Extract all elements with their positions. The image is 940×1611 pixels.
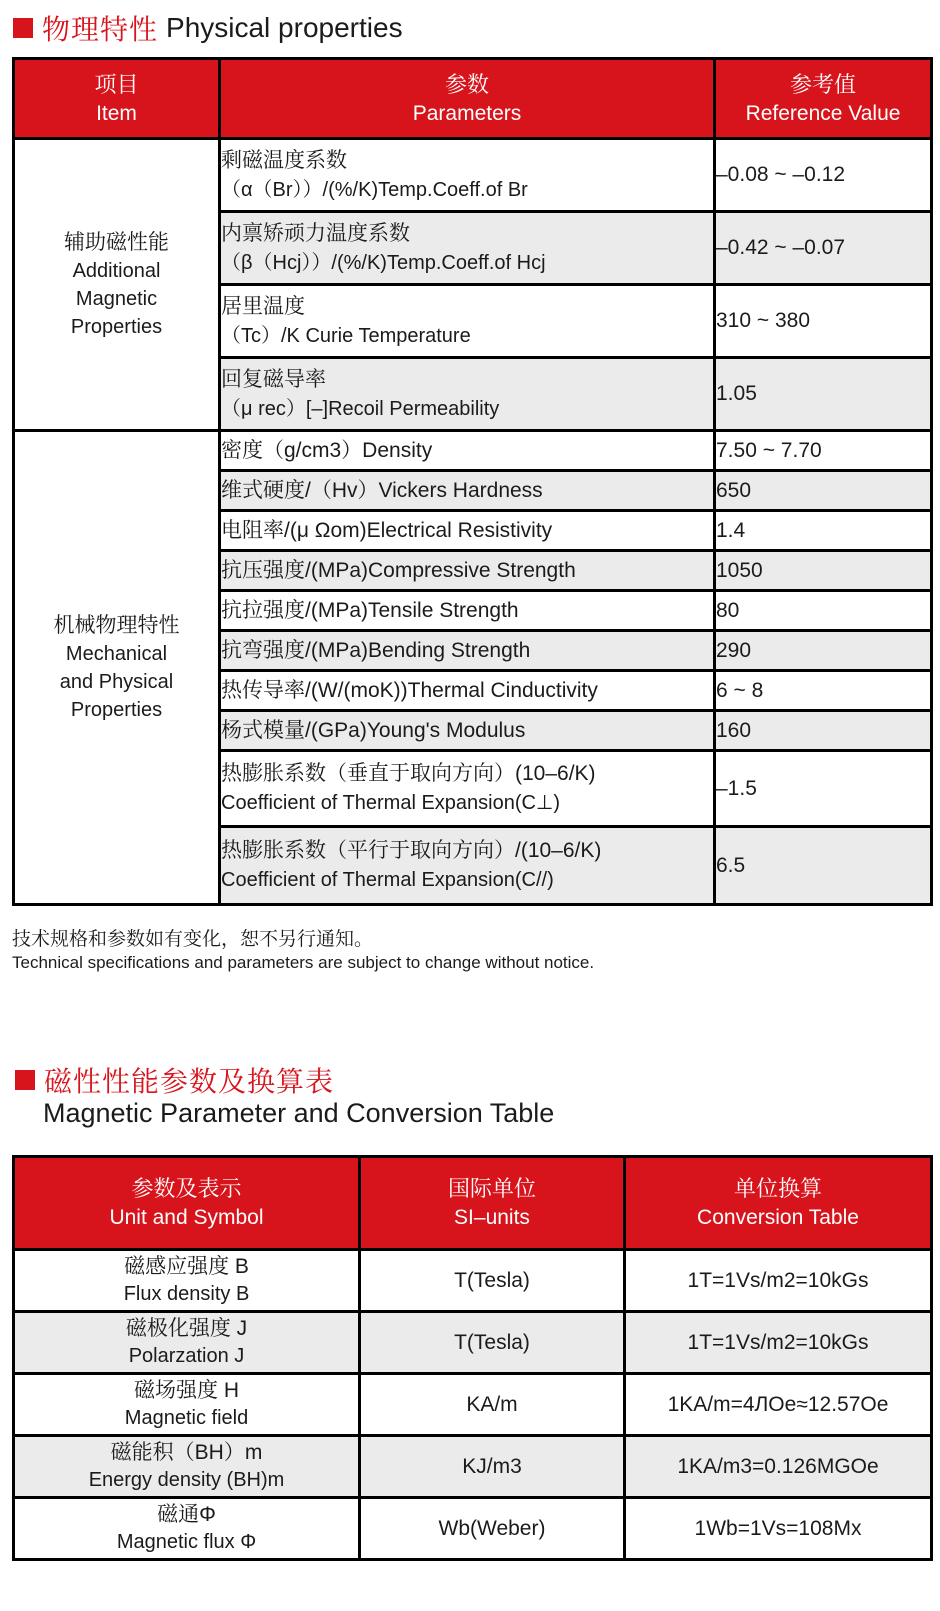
- value-cell: 1.05: [715, 358, 932, 431]
- param-line-2: （β（Hcj））/(%/K)Temp.Coeff.of Hcj: [221, 251, 546, 274]
- header-param-zh: 参数: [444, 71, 489, 97]
- value-cell: 290: [715, 631, 932, 671]
- section2-title-en: Magnetic Parameter and Conversion Table: [43, 1098, 555, 1128]
- red-square-bullet-icon: [13, 18, 33, 38]
- param-cell: [220, 631, 715, 671]
- si-unit-cell: T(Tesla): [360, 1312, 625, 1374]
- param-line-2: Coefficient of Thermal Expansion(C⊥): [221, 792, 561, 814]
- footnote-zh: 技术规格和参数如有变化，恕不另行通知。: [12, 929, 374, 950]
- param-cell: [220, 711, 715, 751]
- header-col3-en: Conversion Table: [697, 1206, 859, 1229]
- param-cell: [220, 139, 715, 212]
- param-line-2: （α（Br））/(%/K)Temp.Coeff.of Br: [221, 178, 528, 201]
- conversion-table: [12, 1155, 933, 1561]
- param-line-1: 抗压强度/(MPa)Compressive Strength: [221, 558, 576, 582]
- value-cell: 7.50 ~ 7.70: [715, 431, 932, 471]
- quantity-en: Polarzation J: [128, 1345, 245, 1367]
- group-line: Properties: [70, 698, 163, 721]
- table-row: [14, 1498, 932, 1560]
- quantity-cell: [14, 1498, 360, 1560]
- conversion-cell: 1T=1Vs/m2=10kGs: [625, 1250, 932, 1312]
- param-cell: [220, 591, 715, 631]
- param-cell: [220, 751, 715, 827]
- quantity-zh: 磁通Φ: [157, 1503, 216, 1526]
- footnote: [12, 928, 594, 974]
- table1-header-item: [14, 59, 220, 139]
- value-cell: –0.08 ~ –0.12: [715, 139, 932, 212]
- param-line-1: 电阻率/(μ Ωom)Electrical Resistivity: [221, 518, 553, 542]
- section-title-physical-properties: [13, 8, 403, 48]
- param-line-2: Coefficient of Thermal Expansion(C//): [221, 869, 554, 891]
- section1-title-en: Physical properties: [166, 12, 403, 43]
- param-cell: [220, 511, 715, 551]
- quantity-en: Energy density (BH)m: [88, 1469, 285, 1491]
- group-line: Mechanical: [65, 642, 168, 665]
- quantity-en: Magnetic field: [124, 1407, 249, 1429]
- value-cell: 1.4: [715, 511, 932, 551]
- header-ref-zh: 参考值: [789, 71, 856, 97]
- value-cell: 6.5: [715, 827, 932, 905]
- item-group-additional-magnetic: [14, 139, 220, 431]
- table1-header-row: [14, 59, 932, 139]
- footnote-en: Technical specifications and parameters are subject to change without notice.: [12, 953, 595, 972]
- value-cell: –1.5: [715, 751, 932, 827]
- param-line-2: （μ rec）[–]Recoil Permeability: [221, 397, 500, 420]
- header-col2-zh: 国际单位: [447, 1176, 536, 1201]
- param-cell: [220, 358, 715, 431]
- value-cell: 310 ~ 380: [715, 285, 932, 358]
- si-unit-cell: Wb(Weber): [360, 1498, 625, 1560]
- table1-header-parameters: [220, 59, 715, 139]
- param-line-2: （Tc）/K Curie Temperature: [221, 324, 471, 347]
- table-row: [14, 139, 932, 212]
- group-line: Properties: [70, 315, 163, 338]
- section1-title-zh: 物理特性: [42, 14, 159, 45]
- quantity-en: Magnetic flux Φ: [116, 1531, 257, 1553]
- param-cell: [220, 827, 715, 905]
- quantity-cell: [14, 1312, 360, 1374]
- value-cell: 80: [715, 591, 932, 631]
- param-cell: [220, 671, 715, 711]
- header-col3-zh: 单位换算: [733, 1176, 822, 1201]
- conversion-cell: 1KA/m3=0.126MGOe: [625, 1436, 932, 1498]
- param-line-1: 抗弯强度/(MPa)Bending Strength: [221, 638, 531, 662]
- param-cell: [220, 471, 715, 511]
- group-line: 机械物理特性: [53, 613, 180, 637]
- table-row: [14, 1250, 932, 1312]
- quantity-zh: 磁感应强度 B: [124, 1255, 249, 1278]
- quantity-cell: [14, 1374, 360, 1436]
- param-line-1: 密度（g/cm3）Density: [221, 438, 433, 462]
- param-line-1: 热膨胀系数（平行于取向方向）/(10–6/K): [221, 839, 602, 862]
- param-cell: [220, 431, 715, 471]
- param-line-1: 热传导率/(W/(moK))Thermal Cinductivity: [221, 678, 598, 702]
- table2-header-row: [14, 1157, 932, 1250]
- header-ref-en: Reference Value: [745, 101, 901, 125]
- conversion-cell: 1Wb=1Vs=108Mx: [625, 1498, 932, 1560]
- conversion-cell: 1T=1Vs/m2=10kGs: [625, 1312, 932, 1374]
- group-line: 辅助磁性能: [64, 230, 169, 254]
- param-line-1: 热膨胀系数（垂直于取向方向）(10–6/K): [221, 762, 596, 785]
- param-line-1: 回复磁导率: [221, 367, 326, 391]
- param-cell: [220, 285, 715, 358]
- si-unit-cell: KJ/m3: [360, 1436, 625, 1498]
- si-unit-cell: T(Tesla): [360, 1250, 625, 1312]
- group-line: and Physical: [59, 670, 174, 693]
- group-line: Additional: [72, 259, 161, 282]
- table1-header-reference-value: [715, 59, 932, 139]
- si-unit-cell: KA/m: [360, 1374, 625, 1436]
- param-line-1: 内禀矫顽力温度系数: [221, 221, 410, 245]
- item-group-mechanical-physical: [14, 431, 220, 905]
- param-line-1: 维式硬度/（Hv）Vickers Hardness: [221, 478, 543, 502]
- red-square-bullet-icon: [15, 1070, 35, 1090]
- value-cell: 6 ~ 8: [715, 671, 932, 711]
- table2-header-conversion: [625, 1157, 932, 1250]
- group-line: Magnetic: [75, 287, 158, 310]
- param-cell: [220, 212, 715, 285]
- value-cell: –0.42 ~ –0.07: [715, 212, 932, 285]
- quantity-zh: 磁能积（BH）m: [110, 1441, 263, 1464]
- param-line-1: 抗拉强度/(MPa)Tensile Strength: [221, 598, 519, 622]
- table-row: [14, 1374, 932, 1436]
- quantity-en: Flux density B: [123, 1283, 250, 1305]
- quantity-cell: [14, 1436, 360, 1498]
- value-cell: 1050: [715, 551, 932, 591]
- header-col1-en: Unit and Symbol: [109, 1206, 264, 1229]
- header-col2-en: SI–units: [454, 1206, 530, 1229]
- quantity-zh: 磁极化强度 J: [125, 1317, 248, 1340]
- quantity-cell: [14, 1250, 360, 1312]
- table2-header-si-units: [360, 1157, 625, 1250]
- table-row: [14, 1312, 932, 1374]
- table-row: [14, 431, 932, 471]
- param-cell: [220, 551, 715, 591]
- physical-properties-table: [12, 57, 933, 906]
- header-item-zh: 项目: [94, 71, 139, 97]
- header-param-en: Parameters: [412, 101, 522, 125]
- conversion-cell: 1KA/m=4ЛOe≈12.57Oe: [625, 1374, 932, 1436]
- param-line-1: 杨式模量/(GPa)Young's Modulus: [221, 718, 526, 742]
- section-title-magnetic-parameter: [15, 1060, 334, 1100]
- param-line-1: 剩磁温度系数: [221, 148, 347, 172]
- table-row: [14, 1436, 932, 1498]
- section2-title-zh: 磁性性能参数及换算表: [44, 1066, 335, 1097]
- param-line-1: 居里温度: [221, 294, 305, 318]
- quantity-zh: 磁场强度 H: [134, 1379, 239, 1402]
- value-cell: 650: [715, 471, 932, 511]
- header-col1-zh: 参数及表示: [131, 1176, 242, 1201]
- value-cell: 160: [715, 711, 932, 751]
- header-item-en: Item: [96, 101, 137, 125]
- table2-header-unit-symbol: [14, 1157, 360, 1250]
